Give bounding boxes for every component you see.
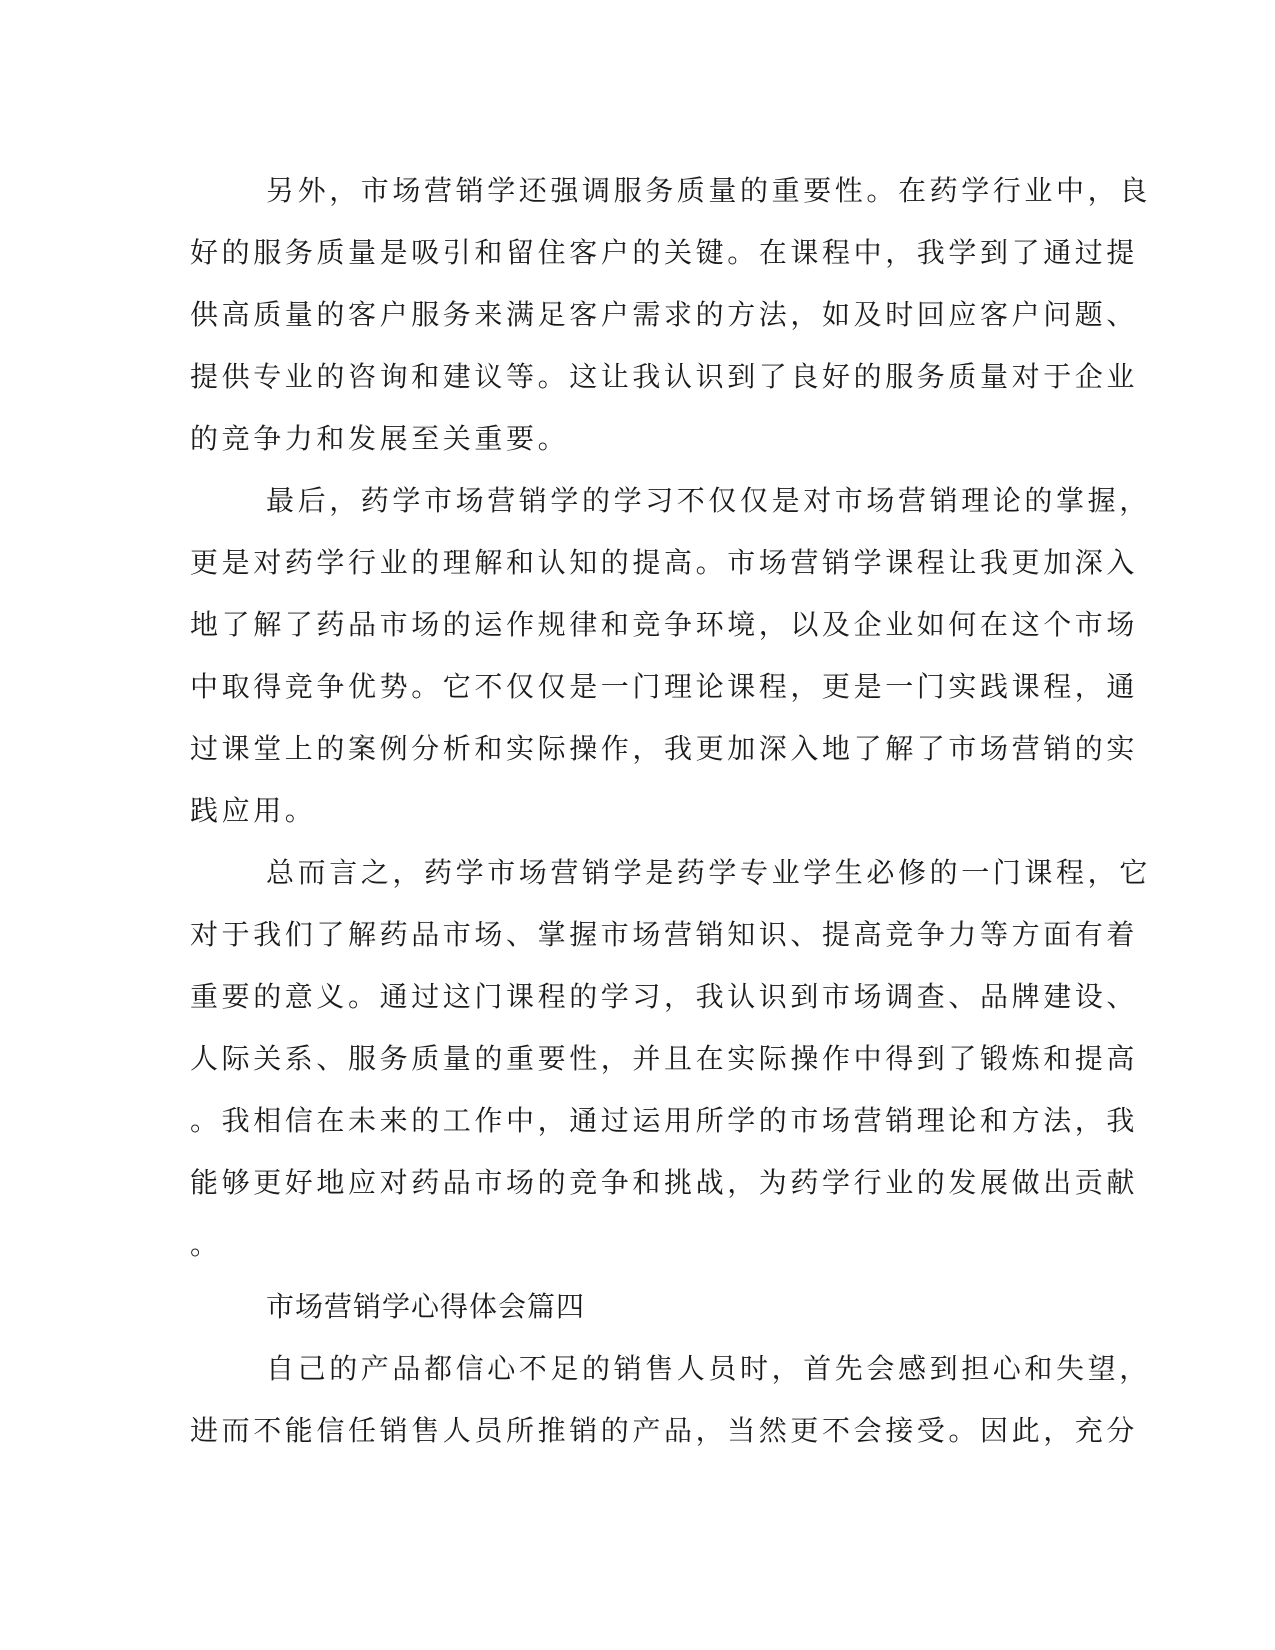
text-line: 总而言之，药学市场营销学是药学专业学生必修的一门课程，它	[266, 856, 1151, 889]
text-line: 。我相信在未来的工作中，通过运用所学的市场营销理论和方法，我	[190, 1104, 1139, 1137]
text-line: 自己的产品都信心不足的销售人员时，首先会感到担心和失望，	[266, 1352, 1151, 1385]
text-line: 更是对药学行业的理解和认知的提高。市场营销学课程让我更加深入	[190, 546, 1139, 579]
text-line: 地了解了药品市场的运作规律和竞争环境，以及企业如何在这个市场	[190, 608, 1139, 641]
text-line: 践应用。	[190, 794, 317, 827]
text-line: 中取得竞争优势。它不仅仅是一门理论课程，更是一门实践课程，通	[190, 670, 1139, 703]
text-line: 的竞争力和发展至关重要。	[190, 422, 570, 455]
text-line: 过课堂上的案例分析和实际操作，我更加深入地了解了市场营销的实	[190, 732, 1139, 765]
document-body	[190, 160, 1151, 1462]
text-line: 能够更好地应对药品市场的竞争和挑战，为药学行业的发展做出贡献	[190, 1166, 1139, 1199]
text-line: 最后，药学市场营销学的学习不仅仅是对市场营销理论的掌握，	[266, 484, 1151, 517]
text-line: 提供专业的咨询和建议等。这让我认识到了良好的服务质量对于企业	[190, 360, 1139, 393]
text-line: 好的服务质量是吸引和留住客户的关键。在课程中，我学到了通过提	[190, 236, 1139, 269]
text-line: 重要的意义。通过这门课程的学习，我认识到市场调查、品牌建设、	[190, 980, 1139, 1013]
text-line: 对于我们了解药品市场、掌握市场营销知识、提高竞争力等方面有着	[190, 918, 1139, 951]
text-line: 。	[190, 1228, 222, 1261]
section-heading: 市场营销学心得体会篇四	[266, 1290, 586, 1323]
text-line: 另外，市场营销学还强调服务质量的重要性。在药学行业中，良	[266, 174, 1151, 207]
text-line: 进而不能信任销售人员所推销的产品，当然更不会接受。因此，充分	[190, 1414, 1139, 1447]
text-line: 人际关系、服务质量的重要性，并且在实际操作中得到了锻炼和提高	[190, 1042, 1139, 1075]
text-line: 供高质量的客户服务来满足客户需求的方法，如及时回应客户问题、	[190, 298, 1139, 331]
